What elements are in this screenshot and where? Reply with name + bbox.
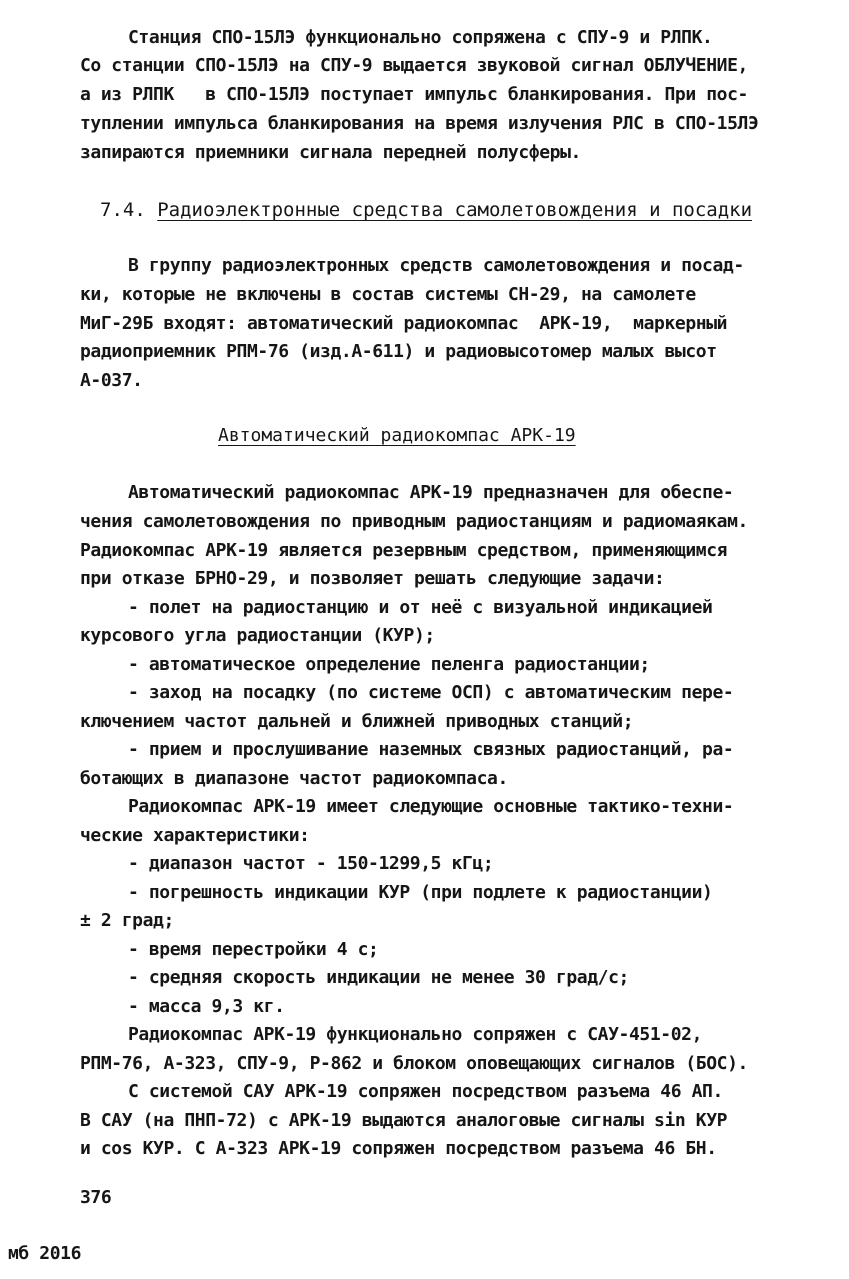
list-item: - прием и прослушивание наземных связных радиостанций, ра-: [128, 739, 734, 760]
text-line: Станция СПО-15ЛЭ функционально сопряжена с СПУ-9 и РЛПК.: [128, 27, 713, 48]
text-line: В САУ (на ПНП-72) с АРК-19 выдаются аналоговые сигналы sin КУР: [80, 1110, 728, 1131]
text-line: ключением частот дальней и ближней приводных станций;: [80, 711, 634, 732]
text-line: и cos КУР. С А-323 АРК-19 сопряжен посредством разъема 46 БН.: [80, 1138, 717, 1159]
list-item: - автоматическое определение пеленга радиостанции;: [128, 654, 650, 675]
text-line: при отказе БРНО-29, и позволяет решать следующие задачи:: [80, 568, 665, 589]
text-line: туплении импульса бланкирования на время излучения РЛС в СПО-15ЛЭ: [80, 113, 759, 134]
text-line: Радиокомпас АРК-19 функционально сопряжен с САУ-451-02,: [128, 1024, 703, 1045]
text-line: Со станции СПО-15ЛЭ на СПУ-9 выдается звуковой сигнал ОБЛУЧЕНИЕ,: [80, 55, 748, 76]
text-line: чения самолетовождения по приводным радиостанциям и радиомаякам.: [80, 511, 748, 532]
page-number: 376: [80, 1187, 112, 1208]
text-line: а из РЛПК в СПО-15ЛЭ поступает импульс бланкирования. При пос-: [80, 84, 748, 105]
list-item: - масса 9,3 кг.: [128, 996, 285, 1017]
text-line: РПМ-76, А-323, СПУ-9, Р-862 и блоком оповещающих сигналов (БОС).: [80, 1053, 748, 1074]
footer-mark: мб 2016: [8, 1243, 82, 1264]
section-heading: [100, 196, 752, 224]
list-item: - полет на радиостанцию и от неё с визуальной индикацией: [128, 597, 713, 618]
text-line: С системой САУ АРК-19 сопряжен посредством разъема 46 АП.: [128, 1081, 723, 1102]
text-line: радиоприемник РПМ-76 (изд.А-611) и радиовысотомер малых высот: [80, 341, 717, 362]
subsection-heading: Автоматический радиокомпас АРК-19: [218, 425, 576, 446]
text-line: курсового угла радиостанции (КУР);: [80, 625, 435, 646]
section-number: 7.4.: [100, 199, 146, 221]
text-line: Радиокомпас АРК-19 имеет следующие основные тактико-техни-: [128, 796, 734, 817]
list-item: - заход на посадку (по системе ОСП) с автоматическим пере-: [128, 682, 734, 703]
list-item: - диапазон частот - 150-1299,5 кГц;: [128, 853, 494, 874]
text-line: ки, которые не включены в состав системы СН-29, на самолете: [80, 284, 696, 305]
text-line: В группу радиоэлектронных средств самолетовождения и посад-: [128, 255, 744, 276]
text-line: ботающих в диапазоне частот радиокомпаса.: [80, 768, 508, 789]
list-item: - время перестройки 4 с;: [128, 939, 379, 960]
text-line: запираются приемники сигнала передней полусферы.: [80, 142, 581, 163]
text-line: Радиокомпас АРК-19 является резервным средством, применяющимся: [80, 540, 728, 561]
text-line: МиГ-29Б входят: автоматический радиокомпас АРК-19, маркерный: [80, 313, 728, 334]
text-line: А-037.: [80, 370, 143, 391]
list-item: - средняя скорость индикации не менее 30 град/с;: [128, 967, 629, 988]
section-title: Радиоэлектронные средства самолетовождения и посадки: [157, 199, 753, 221]
text-line: ческие характеристики:: [80, 825, 310, 846]
text-line: ± 2 град;: [80, 910, 174, 931]
list-item: - погрешность индикации КУР (при подлете к радиостанции): [128, 882, 713, 903]
text-line: Автоматический радиокомпас АРК-19 предназначен для обеспе-: [128, 482, 734, 503]
